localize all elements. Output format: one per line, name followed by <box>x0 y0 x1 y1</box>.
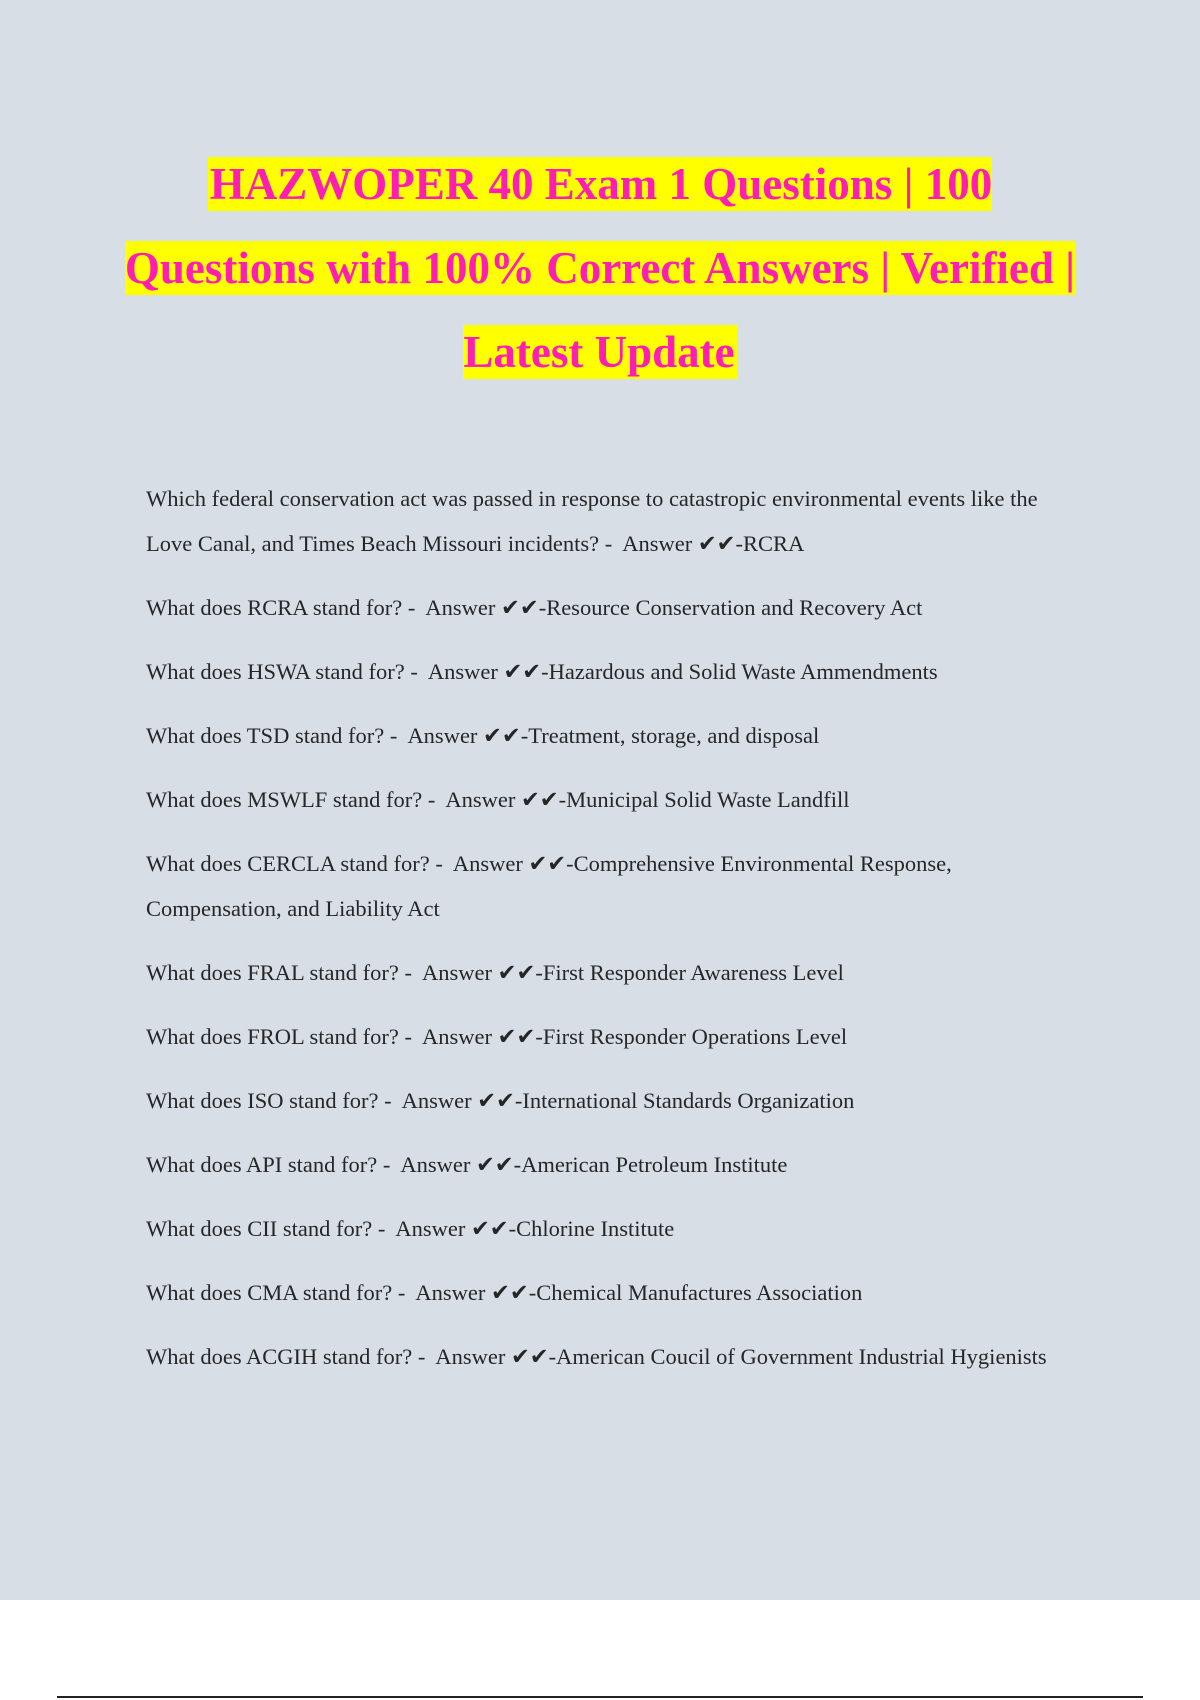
qa-item <box>146 950 1086 995</box>
check-icon: ✔✔ <box>470 1216 509 1241</box>
answer-label: Answer <box>415 1280 486 1305</box>
question-text: What does ISO stand for? <box>146 1088 379 1113</box>
question-text: What does CERCLA stand for? <box>146 851 430 876</box>
qa-item <box>146 585 1086 630</box>
separator: - <box>398 1024 423 1049</box>
qa-item <box>146 1014 1086 1059</box>
dash: - <box>508 1216 517 1241</box>
answer-text: Hazardous and Solid Waste Ammendments <box>548 659 938 684</box>
answer-text: RCRA <box>743 531 805 556</box>
qa-item <box>146 1206 1086 1251</box>
dash: - <box>566 851 574 876</box>
answer-label: Answer <box>401 1088 472 1113</box>
answer-text: Chlorine Institute <box>516 1216 675 1241</box>
check-icon: ✔✔ <box>490 1280 529 1305</box>
answer-text: First Responder Operations Level <box>542 1024 848 1049</box>
separator: - <box>392 1280 416 1305</box>
question-text: What does MSWLF stand for? <box>146 787 423 812</box>
dash: - <box>541 659 549 684</box>
check-icon: ✔✔ <box>475 1152 514 1177</box>
question-text: What does FROL stand for? <box>146 1024 399 1049</box>
dash: - <box>558 787 567 812</box>
separator: - <box>384 723 408 748</box>
answer-text: International Standards Organization <box>522 1088 855 1113</box>
qa-list <box>146 476 1086 1398</box>
separator: - <box>404 659 428 684</box>
separator: - <box>402 595 426 620</box>
answer-label: Answer <box>445 787 516 812</box>
answer-text: Resource Conservation and Recovery Act <box>546 595 923 620</box>
dash: - <box>513 1152 522 1177</box>
answer-label: Answer <box>400 1152 471 1177</box>
qa-item <box>146 1142 1086 1187</box>
check-icon: ✔✔ <box>503 659 542 684</box>
answer-text: American Coucil of Government Industrial Hygienists <box>556 1344 1047 1369</box>
qa-item <box>146 649 1086 694</box>
answer-label: Answer <box>622 531 693 556</box>
check-icon: ✔✔ <box>500 595 539 620</box>
answer-label: Answer <box>425 595 496 620</box>
qa-item <box>146 841 1086 931</box>
answer-label: Answer <box>407 723 478 748</box>
dash: - <box>535 1024 543 1049</box>
question-text: What does FRAL stand for? <box>146 960 399 985</box>
qa-item <box>146 476 1086 566</box>
check-icon: ✔✔ <box>520 787 559 812</box>
question-text: What does CMA stand for? <box>146 1280 393 1305</box>
footer-divider <box>57 1696 1143 1698</box>
dash: - <box>538 595 547 620</box>
title-highlight: HAZWOPER 40 Exam 1 Questions | 100 Questions with 100% Correct Answers | Verified | Latest Update <box>124 159 1076 377</box>
answer-label: Answer <box>422 960 492 985</box>
question-text: What does RCRA stand for? <box>146 595 403 620</box>
dash: - <box>535 960 543 985</box>
question-text: Which federal conservation act was passed in response to catastropic environmental events like the Love Canal, and Times Beach Missouri incidents? <box>146 486 1038 556</box>
qa-item <box>146 1270 1086 1315</box>
separator: - <box>429 851 453 876</box>
question-text: What does ACGIH stand for? <box>146 1344 413 1369</box>
check-icon: ✔✔ <box>477 1088 515 1113</box>
qa-item <box>146 1334 1086 1379</box>
separator: - <box>378 1088 402 1113</box>
separator: - <box>372 1216 396 1241</box>
document-title <box>120 142 1080 394</box>
check-icon: ✔✔ <box>510 1344 549 1369</box>
separator: - <box>599 531 623 556</box>
answer-text: Treatment, storage, and disposal <box>528 723 820 748</box>
separator: - <box>412 1344 436 1369</box>
dash: - <box>514 1088 523 1113</box>
question-text: What does TSD stand for? <box>146 723 385 748</box>
check-icon: ✔✔ <box>483 723 521 748</box>
check-icon: ✔✔ <box>497 1024 536 1049</box>
answer-text: Municipal Solid Waste Landfill <box>566 787 850 812</box>
dash: - <box>528 1280 537 1305</box>
answer-text: Chemical Manufactures Association <box>536 1280 863 1305</box>
answer-label: Answer <box>395 1216 466 1241</box>
qa-item <box>146 777 1086 822</box>
check-icon: ✔✔ <box>697 531 736 556</box>
question-text: What does CII stand for? <box>146 1216 373 1241</box>
qa-item <box>146 1078 1086 1123</box>
answer-label: Answer <box>435 1344 506 1369</box>
separator: - <box>377 1152 401 1177</box>
dash: - <box>520 723 529 748</box>
question-text: What does API stand for? <box>146 1152 378 1177</box>
answer-text: American Petroleum Institute <box>521 1152 788 1177</box>
dash: - <box>735 531 744 556</box>
answer-text: Comprehensive Environmental Response, Compensation, and Liability Act <box>146 851 952 921</box>
answer-label: Answer <box>452 851 523 876</box>
answer-label: Answer <box>422 1024 492 1049</box>
separator: - <box>398 960 423 985</box>
dash: - <box>548 1344 557 1369</box>
qa-item <box>146 713 1086 758</box>
question-text: What does HSWA stand for? <box>146 659 405 684</box>
check-icon: ✔✔ <box>528 851 567 876</box>
check-icon: ✔✔ <box>497 960 536 985</box>
answer-label: Answer <box>427 659 498 684</box>
answer-text: First Responder Awareness Level <box>542 960 844 985</box>
separator: - <box>422 787 446 812</box>
